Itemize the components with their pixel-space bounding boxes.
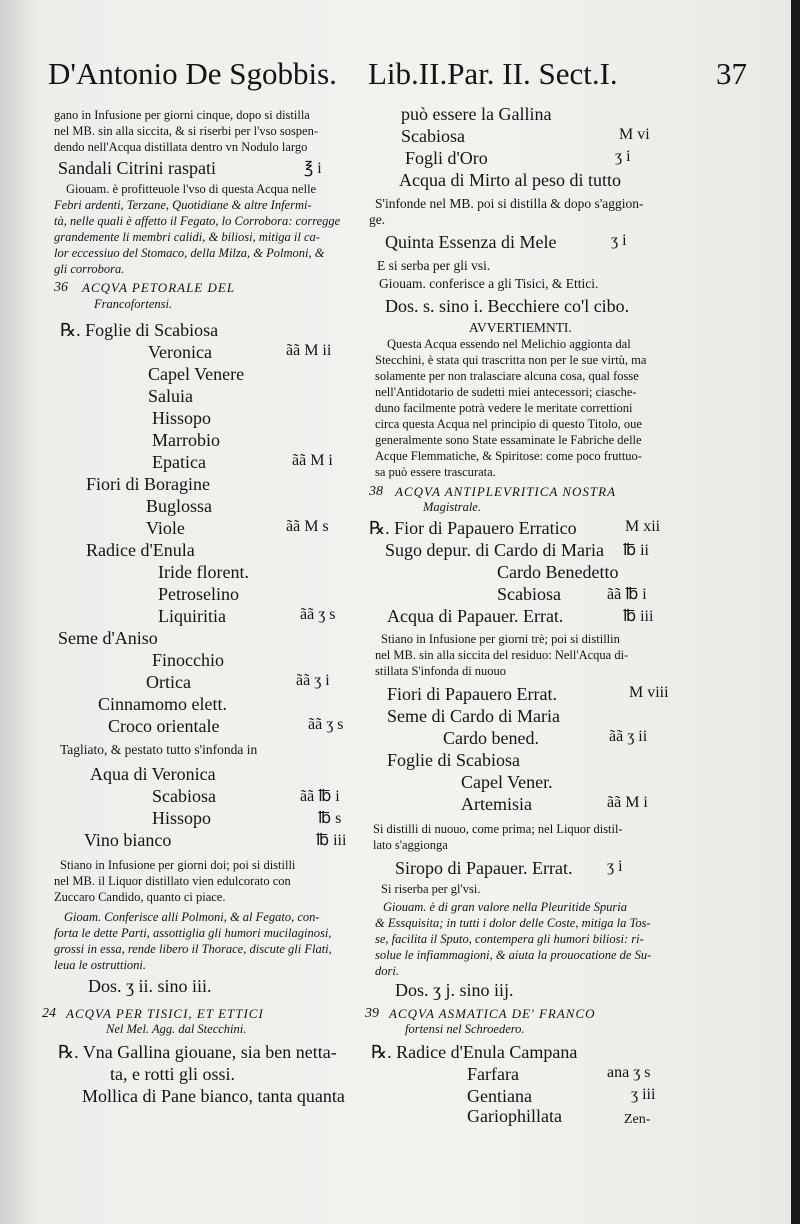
recipe-title: ACQVA ANTIPLEVRITICA NOSTRA	[395, 484, 617, 499]
ingredient: Veronica	[148, 342, 212, 362]
ingredient: Quinta Essenza di Mele	[385, 232, 557, 252]
text-line: grossi in essa, rende libero il Thorace, discute gli Flati,	[54, 942, 332, 956]
text-line: Stiano in Infusione per giorni trè; poi si distillin	[381, 632, 620, 646]
quantity: ãã ℔ i	[300, 788, 340, 805]
text-line: solamente per non tralasciare alcuna cosa, qual fosse	[375, 369, 639, 383]
ingredient: può essere la Gallina	[401, 104, 552, 124]
recipe-title: ACQVA PETORALE DEL	[82, 280, 236, 295]
ingredient: Epatica	[152, 452, 206, 472]
ingredient: Fiori di Boragine	[86, 474, 210, 494]
ingredient: ℞. Radice d'Enula Campana	[371, 1042, 578, 1062]
ingredient: ℞. Vna Gallina giouane, sia ben netta-	[58, 1042, 337, 1062]
ingredient: Foglie di Scabiosa	[387, 750, 520, 770]
recipe-subtitle: Magistrale.	[423, 500, 481, 514]
recipe-subtitle: fortensi nel Schroedero.	[405, 1022, 525, 1036]
ingredient: Iride florent.	[158, 562, 249, 582]
text-line: nel MB. sin alla siccita del residuo: Nell'Acqua di-	[375, 648, 629, 662]
text-line: S'infonde nel MB. poi si distilla & dopo s'aggion-	[375, 196, 644, 211]
text-line: Gioam. Conferisce alli Polmoni, & al Fegato, con-	[64, 910, 320, 924]
text-line: Si riserba per gl'vsi.	[381, 882, 481, 896]
ingredient: Viole	[146, 518, 185, 538]
text-line: dendo nell'Acqua distillata dentro vn Nodulo largo	[54, 140, 308, 154]
text-line: gli corrobora.	[54, 262, 125, 276]
ingredient: Mollica di Pane bianco, tanta quanta	[82, 1086, 345, 1106]
quantity: ãã ʒ s	[300, 606, 336, 623]
header-book-section: Lib.II.Par. II. Sect.I.	[368, 56, 618, 91]
ingredient: Cardo Benedetto	[497, 562, 619, 582]
quantity: ℔ s	[318, 810, 342, 827]
quantity: ãã M i	[292, 452, 333, 469]
ingredient: Sandali Citrini raspati	[58, 158, 216, 178]
text-line: Tagliato, & pestato tutto s'infonda in	[60, 742, 258, 757]
text-line: lato s'aggionga	[373, 838, 448, 852]
ingredient: Gentiana	[467, 1086, 532, 1106]
quantity: ʒ iii	[631, 1086, 656, 1103]
ingredient: Cardo bened.	[443, 728, 539, 748]
text-line: lor eccessiuo del Stomaco, della Milza, & Polmoni, &	[54, 246, 325, 260]
ingredient: Acqua di Mirto al peso di tutto	[399, 170, 621, 190]
quantity: ℔ iii	[623, 608, 654, 625]
ingredient: ℞. Foglie di Scabiosa	[60, 320, 219, 340]
dose: Dos. s. sino i. Becchiere co'l cibo.	[385, 296, 630, 316]
ingredient: Cinnamomo elett.	[98, 694, 227, 714]
text-line: Giouam. conferisce a gli Tisici, & Ettici.	[379, 276, 599, 291]
ingredient: Sugo depur. di Cardo di Maria	[385, 540, 604, 560]
ingredient: Hissopo	[152, 408, 212, 428]
quantity: ana ʒ s	[607, 1064, 651, 1081]
recipe-title: ACQVA PER TISICI, ET ETTICI	[66, 1006, 264, 1021]
ingredient: Radice d'Enula	[86, 540, 195, 560]
ingredient: Hissopo	[152, 808, 212, 828]
text-line: forta le dette Parti, assottiglia gli humori mucilaginosi,	[54, 926, 332, 940]
text-line: gano in Infusione per giorni cinque, dopo si distilla	[54, 108, 310, 122]
page-edge	[791, 0, 800, 1224]
ingredient: Gariophillata	[467, 1106, 562, 1126]
quantity: ʒ i	[615, 148, 631, 165]
text-line: sa può essere trascurata.	[375, 465, 496, 479]
text-line: generalmente sono State essaminate le Fabriche delle	[375, 433, 642, 447]
quantity: ʒ i	[607, 858, 623, 875]
text-line: nel MB. il Liquor distillato vien edulcorato con	[54, 874, 291, 888]
quantity: M vi	[619, 126, 650, 143]
text-line: se, facilita il Sputo, contempera gli humori biliosi: ri-	[375, 932, 644, 946]
ingredient: Capel Venere	[148, 364, 245, 384]
quantity: ℔ iii	[316, 832, 347, 849]
ingredient: Fiori di Papauero Errat.	[387, 684, 557, 704]
text-line: Si distilli di nuouo, come prima; nel Liquor distil-	[373, 822, 623, 836]
ingredient: Acqua di Papauer. Errat.	[387, 606, 564, 626]
ingredient: Fogli d'Oro	[405, 148, 488, 168]
section-heading: AVVERTIEMNTI.	[469, 320, 572, 335]
text-line: Zuccaro Candido, quanto ci piace.	[54, 890, 226, 904]
ingredient: Croco orientale	[108, 716, 220, 736]
dose: Dos. ʒ j. sino iij.	[395, 980, 514, 1000]
ingredient: Scabiosa	[152, 786, 216, 806]
dose: Dos. ʒ ii. sino iii.	[88, 976, 212, 996]
text-line: nell'Antidotario de sudetti miei antecessori; ciasche-	[375, 385, 637, 399]
quantity: ãã ℔ i	[607, 586, 647, 603]
text-line: & Essquisita; in tutti i dolor delle Coste, mitiga la Tos-	[375, 916, 651, 930]
text-line: nel MB. sin alla siccita, & si riserbi per l'vso sospen-	[54, 124, 319, 138]
ingredient: Aqua di Veronica	[90, 764, 216, 784]
ingredient: Siropo di Papauer. Errat.	[395, 858, 573, 878]
catchword: Zen-	[624, 1112, 651, 1127]
quantity: ãã M s	[286, 518, 329, 535]
text-line: E si serba per gli vsi.	[377, 258, 491, 273]
ingredient: Scabiosa	[401, 126, 465, 146]
text-line: leua le ostruttioni.	[54, 958, 147, 972]
quantity: M xii	[625, 518, 661, 535]
recipe-number: 38	[369, 484, 383, 499]
text-line: solue le infiammagioni, & aiuta la prouocatione de Su-	[375, 948, 652, 962]
quantity: ℔ ii	[623, 542, 649, 559]
recipe-subtitle: Francofortensi.	[94, 297, 173, 311]
header-author: D'Antonio De Sgobbis.	[48, 56, 337, 91]
ingredient: Seme di Cardo di Maria	[387, 706, 560, 726]
text-line: Giouam. è di gran valore nella Pleuritide Spuria	[383, 900, 627, 914]
ingredient: ℞. Fior di Papauero Erratico	[369, 518, 577, 538]
quantity: ℥ i	[304, 160, 322, 177]
running-header	[48, 56, 768, 94]
ingredient: Farfara	[467, 1064, 519, 1084]
ingredient: Scabiosa	[497, 584, 561, 604]
text-line: stillata S'infonda di nuouo	[375, 664, 507, 678]
page-number: 37	[716, 56, 747, 91]
text-line: Febri ardenti, Terzane, Quotidiane & altre Infermi-	[54, 198, 312, 212]
text-line: duno facilmente potrà vedere le meritate correttioni	[375, 401, 633, 415]
quantity: ãã ʒ s	[308, 716, 344, 733]
recipe-number: 36	[54, 280, 68, 295]
quantity: ãã M ii	[286, 342, 332, 359]
ingredient: Marrobio	[152, 430, 220, 450]
recipe-number: 24	[42, 1006, 56, 1021]
ingredient: Petroselino	[158, 584, 239, 604]
ingredient: Artemisia	[461, 794, 532, 814]
quantity: M viii	[629, 684, 669, 701]
text-line: Acque Flemmatiche, & Spiritose: come poco fruttuo-	[375, 449, 642, 463]
text-line: circa questa Acqua nel principio di questo Titolo, oue	[375, 417, 642, 431]
text-line: Giouam. è profitteuole l'vso di questa Acqua nelle	[66, 182, 317, 196]
recipe-subtitle: Nel Mel. Agg. dal Stecchini.	[106, 1022, 247, 1036]
ingredient: Seme d'Aniso	[58, 628, 158, 648]
ingredient: Ortica	[146, 672, 191, 692]
ingredient: Capel Vener.	[461, 772, 553, 792]
text-line: Stiano in Infusione per giorni doi; poi si distilli	[60, 858, 296, 872]
ingredient: Vino bianco	[84, 830, 172, 850]
recipe-number: 39	[365, 1006, 379, 1021]
quantity: ãã M i	[607, 794, 648, 811]
recipe-title: ACQVA ASMATICA DE' FRANCO	[389, 1006, 596, 1021]
text-line: Stecchini, è stata qui trascritta non per le sue virtù, ma	[375, 353, 647, 367]
text-line: tà, nelle quali è affetto il Fegato, lo Corrobora: corregge	[54, 214, 341, 228]
text-line: dori.	[375, 964, 399, 978]
ingredient: Buglossa	[146, 496, 213, 516]
text-line: grandemente li membri calidi, & biliosi, mitiga il ca-	[54, 230, 320, 244]
text-line: Questa Acqua essendo nel Melichio aggionta dal	[387, 337, 631, 351]
quantity: ãã ʒ ii	[609, 728, 648, 745]
ingredient: ta, e rotti gli ossi.	[110, 1064, 235, 1084]
text-line: ge.	[369, 212, 386, 227]
ingredient: Liquiritia	[158, 606, 226, 626]
quantity: ãã ʒ i	[296, 672, 330, 689]
ingredient: Saluia	[148, 386, 193, 406]
quantity: ʒ i	[611, 232, 627, 249]
ingredient: Finocchio	[152, 650, 224, 670]
